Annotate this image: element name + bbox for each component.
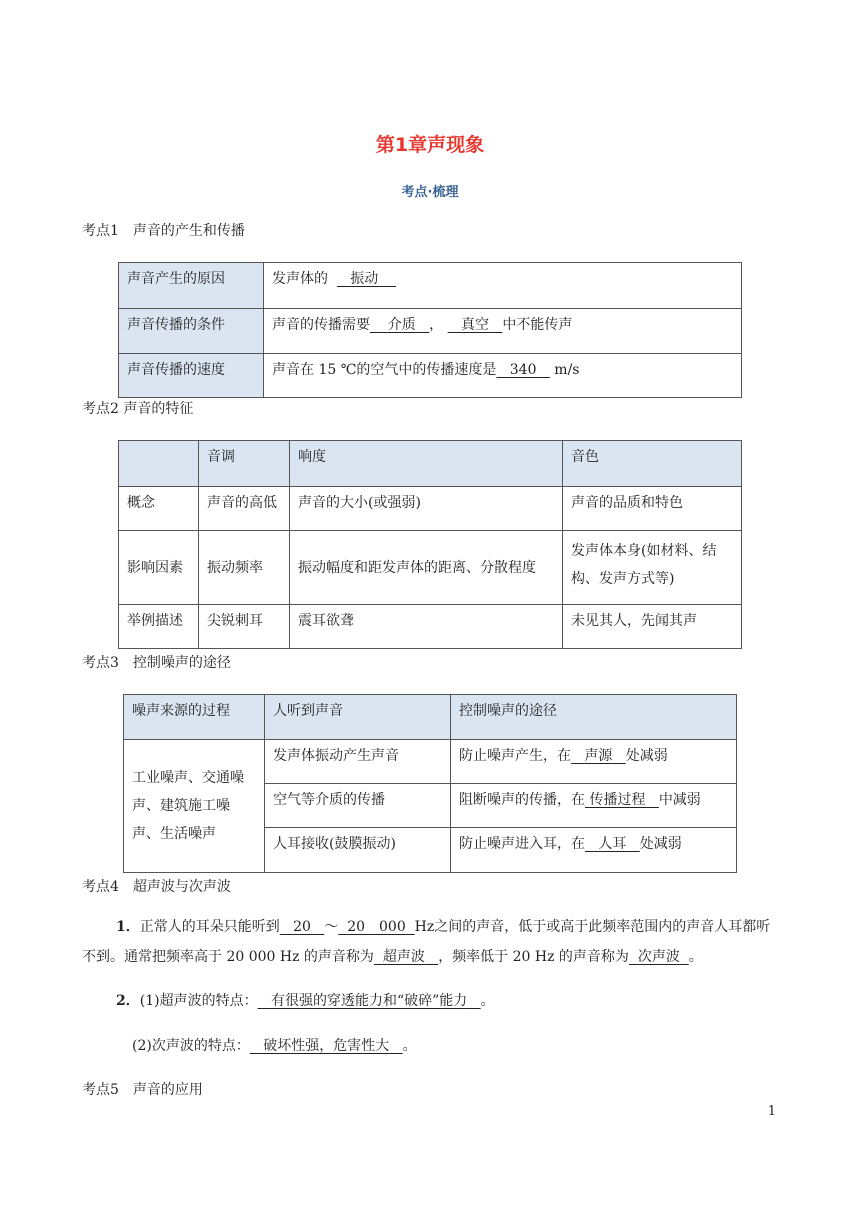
table-cell: 尖锐刺耳 (199, 605, 290, 649)
page-title: 第1章声现象 (375, 134, 485, 156)
table-header-row (124, 695, 737, 740)
table-sound-production (118, 262, 742, 398)
table-cell: 声音的高低 (199, 487, 290, 531)
column-header: 音色 (563, 441, 742, 487)
table-cell: 振动幅度和距发声体的距离、分散程度 (290, 531, 563, 605)
table-row (124, 740, 737, 784)
table-cell: 发声体振动产生声音 (265, 740, 451, 784)
answer-blank: 有很强的穿透能力和“破碎”能力 (270, 993, 468, 1009)
row-label: 声音产生的原因 (119, 263, 264, 309)
answer-blank: 声源 (584, 748, 613, 764)
row-label: 声音传播的条件 (119, 309, 264, 354)
answer-blank: 真空 (460, 317, 489, 333)
table-cell: 影响因素 (119, 531, 199, 605)
table-row (119, 309, 742, 354)
column-header: 响度 (290, 441, 563, 487)
table-sound-characteristics (118, 440, 742, 649)
row-content: 声音在 15 ℃的空气中的传播速度是 340 m/s (264, 354, 742, 398)
column-header: 控制噪声的途径 (451, 695, 737, 740)
answer-blank: 破坏性强，危害性大 (263, 1038, 390, 1054)
answer-blank: 超声波 (382, 949, 425, 965)
section-heading-1: 考点1 声音的产生和传播 (82, 223, 245, 239)
table-row (119, 531, 742, 605)
row-label: 声音传播的速度 (119, 354, 264, 398)
page-subtitle: 考点·梳理 (401, 185, 459, 200)
row-content: 发声体的 振动 (264, 263, 742, 309)
table-row (119, 263, 742, 309)
table-cell: 防止噪声产生，在 声源 处减弱 (451, 740, 737, 784)
table-cell: 发声体本身(如材料、结构、发声方式等) (563, 531, 742, 605)
section-heading-2: 考点2 声音的特征 (82, 401, 194, 417)
answer-blank: 介质 (387, 317, 416, 333)
table-noise-control (123, 694, 737, 873)
table-row (119, 354, 742, 398)
answer-blank: 人耳 (598, 836, 627, 852)
column-header: 噪声来源的过程 (124, 695, 265, 740)
paragraph-1: 1．正常人的耳朵只能听到 20 ～ 20 000 Hz之间的声音，低于或高于此频率范围内的声音人耳都听不到。通常把频率高于 20 000 Hz 的声音称为 超声波 ，频率低于 20 Hz 的声音称为 次声波 。 (82, 919, 771, 965)
table-row (119, 487, 742, 531)
table-cell: 阻断噪声的传播，在 传播过程 中减弱 (451, 784, 737, 828)
table-cell: 振动频率 (199, 531, 290, 605)
answer-blank: 次声波 (637, 949, 680, 965)
column-header (119, 441, 199, 487)
answer-blank: 传播过程 (589, 792, 646, 808)
page-number: 1 (767, 1104, 776, 1119)
section-heading-5: 考点5 声音的应用 (82, 1082, 203, 1098)
noise-source-cell: 工业噪声、交通噪声、建筑施工噪声、生活噪声 (124, 740, 265, 873)
answer-blank: 340 (509, 362, 537, 378)
paragraph-2: 2．(1)超声波的特点： 有很强的穿透能力和“破碎”能力 。 (116, 993, 495, 1009)
table-cell: 震耳欲聋 (290, 605, 563, 649)
table-cell: 概念 (119, 487, 199, 531)
answer-blank: 20 000 (347, 919, 406, 935)
column-header: 人听到声音 (265, 695, 451, 740)
answer-blank: 20 (293, 919, 311, 935)
column-header: 音调 (199, 441, 290, 487)
table-cell: 防止噪声进入耳，在 人耳 处减弱 (451, 828, 737, 873)
table-cell: 空气等介质的传播 (265, 784, 451, 828)
section-heading-3: 考点3 控制噪声的途径 (82, 655, 231, 671)
paragraph-3: (2)次声波的特点： 破坏性强，危害性大 。 (132, 1038, 417, 1054)
table-cell: 未见其人，先闻其声 (563, 605, 742, 649)
table-row (119, 605, 742, 649)
table-cell: 声音的大小(或强弱) (290, 487, 563, 531)
table-cell: 举例描述 (119, 605, 199, 649)
row-content: 声音的传播需要 介质 ， 真空 中不能传声 (264, 309, 742, 354)
table-cell: 人耳接收(鼓膜振动) (265, 828, 451, 873)
table-cell: 声音的品质和特色 (563, 487, 742, 531)
table-header-row (119, 441, 742, 487)
answer-blank: 振动 (350, 271, 379, 287)
section-heading-4: 考点4 超声波与次声波 (82, 879, 231, 895)
